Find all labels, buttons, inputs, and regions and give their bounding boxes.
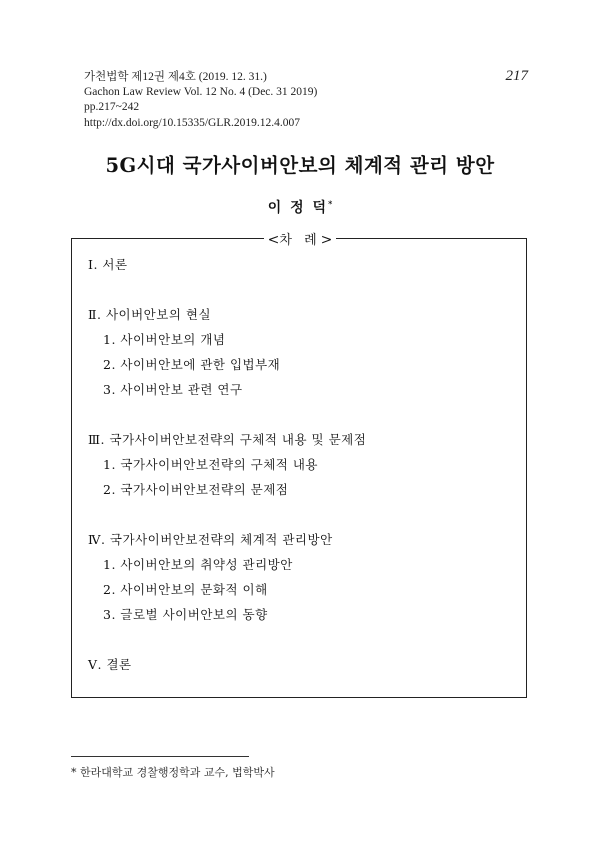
- toc-subsection-3-1[interactable]: 1. 국가사이버안보전략의 구체적 내용: [103, 457, 318, 472]
- toc-subsection-3-2[interactable]: 2. 국가사이버안보전략의 문제점: [103, 482, 289, 497]
- toc-label-text: 차 례: [279, 233, 321, 248]
- toc-right-bracket: >: [320, 232, 333, 248]
- toc-section-1[interactable]: Ⅰ. 서론: [88, 257, 128, 272]
- toc-subsection-2-3[interactable]: 3. 사이버안보 관련 연구: [103, 382, 243, 397]
- page-range: pp.217~242: [84, 101, 140, 114]
- journal-english: Gachon Law Review Vol. 12 No. 4 (Dec. 31 2019): [84, 86, 318, 99]
- author-footnote: * 한라대학교 경찰행정학과 교수, 법학박사: [71, 766, 275, 779]
- toc-subsection-4-2[interactable]: 2. 사이버안보의 문화적 이해: [103, 582, 268, 597]
- toc-subsection-4-3[interactable]: 3. 글로벌 사이버안보의 동향: [103, 607, 268, 622]
- footnote-divider: [71, 756, 249, 757]
- toc-label: [0, 229, 600, 248]
- toc-subsection-2-2[interactable]: 2. 사이버안보에 관한 입법부재: [103, 357, 281, 372]
- journal-header: [84, 70, 317, 131]
- author-footnote-mark: *: [328, 198, 333, 209]
- toc-section-2[interactable]: Ⅱ. 사이버안보의 현실: [88, 307, 212, 322]
- author: [0, 197, 600, 217]
- author-name: 이 정 덕: [267, 200, 329, 216]
- toc-subsection-2-1[interactable]: 1. 사이버안보의 개념: [103, 332, 226, 347]
- journal-korean: 가천법학 제12권 제4호 (2019. 12. 31.): [84, 71, 267, 83]
- toc-section-4[interactable]: Ⅳ. 국가사이버안보전략의 체계적 관리방안: [88, 532, 333, 547]
- doi-link[interactable]: http://dx.doi.org/10.15335/GLR.2019.12.4.007: [84, 116, 301, 129]
- toc-section-3[interactable]: Ⅲ. 국가사이버안보전략의 구체적 내용 및 문제점: [88, 432, 367, 447]
- paper-title: 5G시대 국가사이버안보의 체계적 관리 방안: [105, 154, 495, 177]
- toc-subsection-4-1[interactable]: 1. 사이버안보의 취약성 관리방안: [103, 557, 293, 572]
- page-number: 217: [505, 68, 528, 84]
- toc-left-bracket: <: [267, 232, 280, 248]
- toc-section-5[interactable]: Ⅴ. 결론: [88, 657, 132, 672]
